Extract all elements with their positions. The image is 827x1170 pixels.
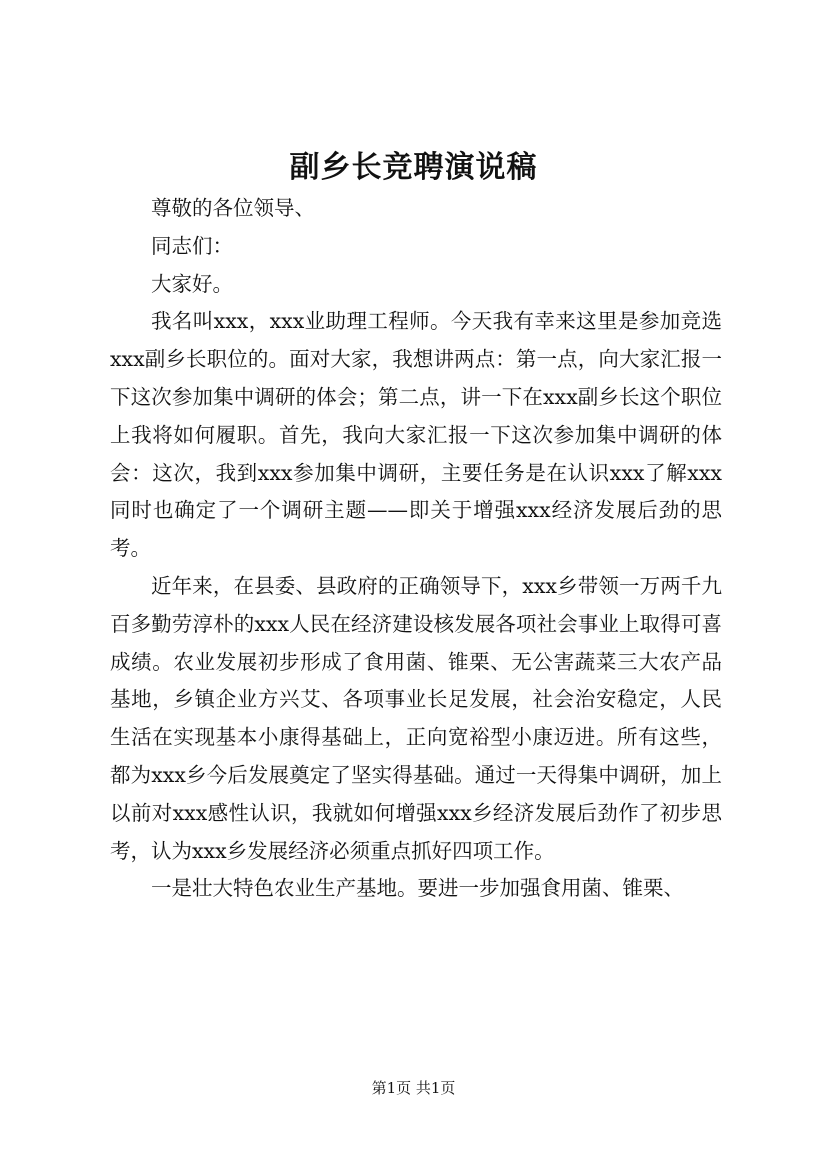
paragraph-salutation-2: 同志们： [151, 233, 233, 258]
paragraph-salutation-1: 尊敬的各位领导、 [151, 196, 315, 220]
document-body [110, 190, 722, 908]
paragraph-greeting: 大家好。 [151, 271, 233, 296]
page-footer: 第1页 共1页 [371, 1079, 456, 1097]
document-title: 副乡长竞聘演说稿 [289, 150, 538, 185]
paragraph-introduction: 我名叫xxx，xxx业助理工程师。今天我有幸来这里是参加竞选xxx副乡长职位的。面对大家，我想讲两点：第一点，向大家汇报一下这次参加集中调研的体会；第二点，讲一下在xxx副乡长这个职位上我将如何履职。首先，我向大家汇报一下这次参加集中调研的体会：这次，我到xxx参加集中调研，主要任务是在认识xxx了解xxx同时也确定了一个调研主题——即关于增强xxx经济发展后劲的思考。 [110, 309, 722, 561]
paragraph-achievements: 近年来，在县委、县政府的正确领导下，xxx乡带领一万两千九百多勤劳淳朴的xxx人民在经济建设核发展各项社会事业上取得可喜成绩。农业发展初步形成了食用菌、锥栗、无公害蔬菜三大农产品基地，乡镇企业方兴艾、各项事业长足发展，社会治安稳定，人民生活在实现基本小康得基础上，正向宽裕型小康迈进。所有这些，都为xxx乡今后发展奠定了坚实得基础。通过一天得集中调研，加上以前对xxx感性认识，我就如何增强xxx乡经济发展后劲作了初步思考，认为xxx乡发展经济必须重点抓好四项工作。 [110, 573, 722, 863]
paragraph-point-one: 一是壮大特色农业生产基地。要进一步加强食用菌、锥栗、 [151, 876, 684, 901]
